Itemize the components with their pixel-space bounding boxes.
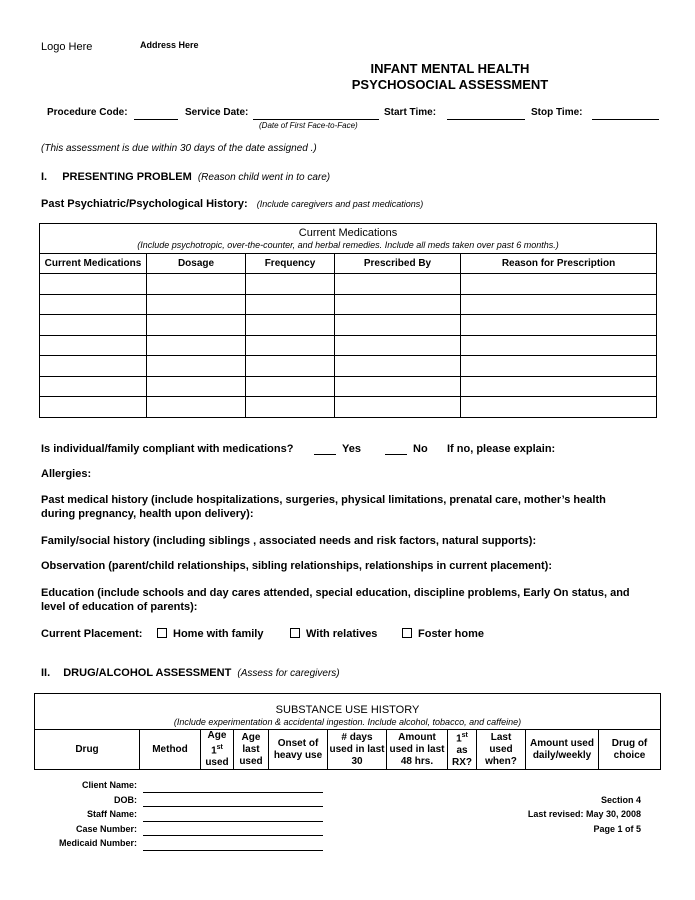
col-reason: Reason for Prescription — [461, 254, 657, 274]
table-row — [40, 376, 657, 397]
section1-note: (Reason child went in to care) — [197, 172, 331, 183]
due-note: (This assessment is due within 30 days of the date assigned .) — [41, 143, 317, 154]
table-cell[interactable] — [246, 274, 335, 295]
table-row — [40, 335, 657, 356]
table-cell[interactable] — [40, 315, 147, 336]
checkbox-icon[interactable] — [402, 628, 412, 638]
table-cell[interactable] — [147, 335, 246, 356]
service-date-field[interactable] — [253, 119, 379, 120]
section2-title: DRUG/ALCOHOL ASSESSMENT — [63, 667, 232, 679]
table-cell[interactable] — [147, 274, 246, 295]
section2-number: II. — [41, 667, 51, 679]
dob-label: DOB: — [114, 795, 137, 805]
table-cell[interactable] — [40, 356, 147, 377]
observation-label: Observation (parent/child relationships, sibling relationships, relationships in current placement): — [41, 560, 552, 572]
col-days-used: # days used in last 30 — [328, 730, 387, 770]
table-cell[interactable] — [246, 397, 335, 418]
medications-table-body — [40, 274, 657, 418]
address-placeholder: Address Here — [140, 40, 199, 50]
start-time-field[interactable] — [447, 119, 525, 120]
family-social-label: Family/social history (including siblings , associated needs and risk factors, natural supports): — [41, 535, 537, 547]
table-cell[interactable] — [461, 376, 657, 397]
no-blank[interactable] — [385, 454, 407, 455]
col-amount-48: Amount used in last 48 hrs. — [387, 730, 448, 770]
service-date-label: Service Date: — [185, 107, 249, 118]
table-cell[interactable] — [147, 397, 246, 418]
staff-name-field[interactable] — [143, 820, 323, 822]
table-cell[interactable] — [40, 294, 147, 315]
table-cell[interactable] — [147, 376, 246, 397]
no-label: No — [413, 443, 428, 455]
col-last-used: Last used when? — [477, 730, 526, 770]
table-cell[interactable] — [147, 356, 246, 377]
col-amount-daily: Amount used daily/weekly — [526, 730, 599, 770]
start-time-label: Start Time: — [384, 107, 437, 118]
col-first-rx: 1st as RX? — [448, 730, 477, 770]
section1-title: PRESENTING PROBLEM — [62, 171, 192, 183]
table-cell[interactable] — [147, 294, 246, 315]
section-number: Section 4 — [600, 795, 641, 805]
table-cell[interactable] — [246, 335, 335, 356]
logo-placeholder: Logo Here — [41, 41, 93, 53]
case-number-label: Case Number: — [75, 824, 137, 834]
yes-blank[interactable] — [314, 454, 336, 455]
table-cell[interactable] — [335, 356, 461, 377]
placement-foster-option[interactable]: Foster home — [402, 628, 484, 640]
table-cell[interactable] — [335, 294, 461, 315]
placement-home-option[interactable]: Home with family — [157, 628, 263, 640]
client-name-label: Client Name: — [81, 780, 137, 790]
table-cell[interactable] — [461, 335, 657, 356]
procedure-code-label: Procedure Code: — [47, 107, 128, 118]
last-revised: Last revised: May 30, 2008 — [527, 809, 641, 819]
substance-table-subtitle: (Include experimentation & accidental ingestion. Include alcohol, tobacco, and caffeine) — [173, 716, 522, 727]
compliant-question: Is individual/family compliant with medications? — [41, 443, 294, 455]
table-cell[interactable] — [461, 397, 657, 418]
yes-label: Yes — [342, 443, 361, 455]
service-date-note: (Date of First Face-to-Face) — [259, 121, 358, 130]
table-cell[interactable] — [335, 335, 461, 356]
stop-time-field[interactable] — [592, 119, 659, 120]
table-cell[interactable] — [335, 315, 461, 336]
substance-table-title: SUBSTANCE USE HISTORY — [275, 703, 420, 716]
table-cell[interactable] — [246, 376, 335, 397]
col-age-last: Age last used — [234, 730, 269, 770]
table-cell[interactable] — [246, 294, 335, 315]
col-drug-of-choice: Drug of choice — [599, 730, 661, 770]
procedure-code-field[interactable] — [134, 119, 178, 120]
substance-table-header — [35, 694, 661, 730]
education-line2: level of education of parents): — [41, 601, 198, 613]
col-drug: Drug — [35, 730, 140, 770]
current-placement-label: Current Placement: — [41, 628, 143, 640]
substance-use-table — [34, 693, 661, 770]
table-cell[interactable] — [246, 356, 335, 377]
table-row — [40, 274, 657, 295]
past-medical-line1: Past medical history (include hospitalizations, surgeries, physical limitations, prenatal care, mother’s health — [41, 494, 606, 506]
section1-heading — [41, 171, 330, 183]
table-cell[interactable] — [335, 397, 461, 418]
medicaid-number-label: Medicaid Number: — [58, 838, 137, 848]
table-cell[interactable] — [461, 274, 657, 295]
table-cell[interactable] — [40, 397, 147, 418]
client-name-field[interactable] — [143, 791, 323, 793]
placement-relatives-option[interactable]: With relatives — [290, 628, 377, 640]
section2-heading — [41, 667, 340, 679]
past-history-label: Past Psychiatric/Psychological History: — [41, 198, 248, 210]
table-cell[interactable] — [461, 294, 657, 315]
col-age-first: Age 1st used — [201, 730, 234, 770]
medications-table-title: Current Medications — [298, 226, 398, 239]
table-row — [40, 294, 657, 315]
form-title-line1: INFANT MENTAL HEALTH — [370, 61, 530, 76]
table-cell[interactable] — [246, 315, 335, 336]
col-method: Method — [140, 730, 201, 770]
education-line1: Education (include schools and day cares attended, special education, discipline problems, Early On status, and — [41, 587, 630, 599]
stop-time-label: Stop Time: — [531, 107, 583, 118]
table-cell[interactable] — [335, 376, 461, 397]
medicaid-number-field[interactable] — [143, 849, 323, 851]
past-history-row — [41, 198, 423, 210]
col-prescribed-by: Prescribed By — [335, 254, 461, 274]
form-title-line2: PSYCHOSOCIAL ASSESSMENT — [351, 77, 549, 92]
col-current-medications: Current Medications — [40, 254, 147, 274]
col-dosage: Dosage — [147, 254, 246, 274]
table-cell[interactable] — [147, 315, 246, 336]
section2-note: (Assess for caregivers) — [237, 668, 340, 679]
table-cell[interactable] — [461, 356, 657, 377]
col-onset: Onset of heavy use — [269, 730, 328, 770]
table-cell[interactable] — [40, 376, 147, 397]
table-row — [40, 356, 657, 377]
allergies-label: Allergies: — [41, 468, 92, 480]
medications-table-header — [40, 224, 657, 254]
medications-table — [39, 223, 657, 418]
table-cell[interactable] — [40, 335, 147, 356]
case-number-field[interactable] — [143, 834, 323, 836]
staff-name-label: Staff Name: — [86, 809, 137, 819]
page-number: Page 1 of 5 — [593, 824, 641, 834]
past-history-note: (Include caregivers and past medications) — [256, 199, 424, 209]
table-row — [40, 315, 657, 336]
checkbox-icon[interactable] — [290, 628, 300, 638]
table-row — [40, 397, 657, 418]
table-cell[interactable] — [461, 315, 657, 336]
checkbox-icon[interactable] — [157, 628, 167, 638]
table-cell[interactable] — [335, 274, 461, 295]
table-cell[interactable] — [40, 274, 147, 295]
medications-table-subtitle: (Include psychotropic, over-the-counter, and herbal remedies. Include all meds taken over past 6 months.) — [137, 239, 559, 250]
dob-field[interactable] — [143, 805, 323, 807]
if-no-explain: If no, please explain: — [447, 443, 556, 455]
col-frequency: Frequency — [246, 254, 335, 274]
section1-number: I. — [41, 171, 48, 183]
past-medical-line2: during pregnancy, health upon delivery): — [41, 508, 254, 520]
